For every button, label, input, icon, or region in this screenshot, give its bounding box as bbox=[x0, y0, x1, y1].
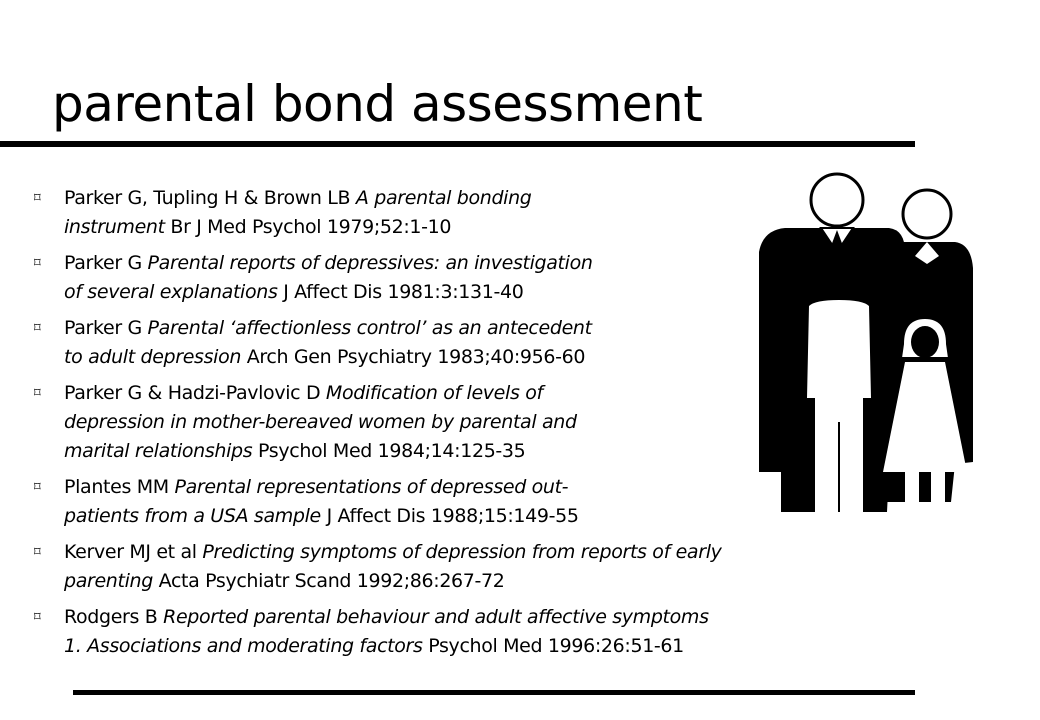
reference-citation-text: Rodgers B bbox=[64, 606, 164, 628]
reference-line bbox=[64, 538, 934, 567]
reference-title-text: parenting bbox=[64, 570, 153, 592]
reference-citation-text: Parker G bbox=[64, 252, 148, 274]
reference-line bbox=[64, 567, 934, 596]
cross-star-bullet-icon: ⌑ bbox=[34, 321, 41, 336]
reference-citation-text: Parker G bbox=[64, 317, 148, 339]
reference-item bbox=[34, 538, 934, 596]
reference-title-text: to adult depression bbox=[64, 346, 242, 368]
bottom-rule bbox=[73, 690, 915, 695]
reference-line bbox=[64, 603, 934, 632]
reference-citation-text: Arch Gen Psychiatry 1983;40:956-60 bbox=[241, 346, 586, 368]
reference-title-text: Modification of levels of bbox=[325, 382, 543, 404]
reference-title-text: instrument bbox=[64, 216, 165, 238]
reference-title-text: Parental ‘affectionless control’ as an antecedent bbox=[147, 317, 592, 339]
reference-citation-text: Parker G, Tupling H & Brown LB bbox=[64, 187, 356, 209]
cross-star-bullet-icon: ⌑ bbox=[34, 480, 41, 495]
reference-citation-text: J Affect Dis 1988;15:149-55 bbox=[320, 505, 579, 527]
reference-title-text: Parental representations of depressed out- bbox=[174, 476, 569, 498]
reference-citation-text: Acta Psychiatr Scand 1992;86:267-72 bbox=[152, 570, 505, 592]
cross-star-bullet-icon: ⌑ bbox=[34, 386, 41, 401]
reference-title-text: A parental bonding bbox=[355, 187, 532, 209]
reference-citation-text: Parker G & Hadzi-Pavlovic D bbox=[64, 382, 326, 404]
title-underline bbox=[0, 141, 915, 147]
reference-citation-text: J Affect Dis 1981:3:131-40 bbox=[277, 281, 524, 303]
reference-citation-text: Psychol Med 1984;14:125-35 bbox=[252, 440, 526, 462]
cross-star-bullet-icon: ⌑ bbox=[34, 545, 41, 560]
reference-citation-text: Psychol Med 1996:26:51-61 bbox=[422, 635, 684, 657]
reference-citation-text: Kerver MJ et al bbox=[64, 541, 203, 563]
reference-title-text: marital relationships bbox=[64, 440, 253, 462]
cross-star-bullet-icon: ⌑ bbox=[34, 256, 41, 271]
reference-line bbox=[64, 632, 934, 661]
slide-title: parental bond assessment bbox=[52, 75, 703, 133]
reference-item bbox=[34, 603, 934, 661]
reference-title-text: Predicting symptoms of depression from reports of early bbox=[202, 541, 722, 563]
reference-title-text: of several explanations bbox=[64, 281, 278, 303]
reference-title-text: depression in mother-bereaved women by parental and bbox=[64, 411, 577, 433]
reference-citation-text: Br J Med Psychol 1979;52:1-10 bbox=[164, 216, 452, 238]
cross-star-bullet-icon: ⌑ bbox=[34, 191, 41, 206]
reference-citation-text: Plantes MM bbox=[64, 476, 175, 498]
cross-star-bullet-icon: ⌑ bbox=[34, 610, 41, 625]
reference-title-text: patients from a USA sample bbox=[64, 505, 321, 527]
boy-figure-icon bbox=[807, 266, 871, 512]
family-silhouette-icon bbox=[755, 172, 977, 512]
reference-title-text: Parental reports of depressives: an investigation bbox=[147, 252, 593, 274]
reference-title-text: Reported parental behaviour and adult affective symptoms bbox=[163, 606, 709, 628]
reference-title-text: 1. Associations and moderating factors bbox=[64, 635, 423, 657]
